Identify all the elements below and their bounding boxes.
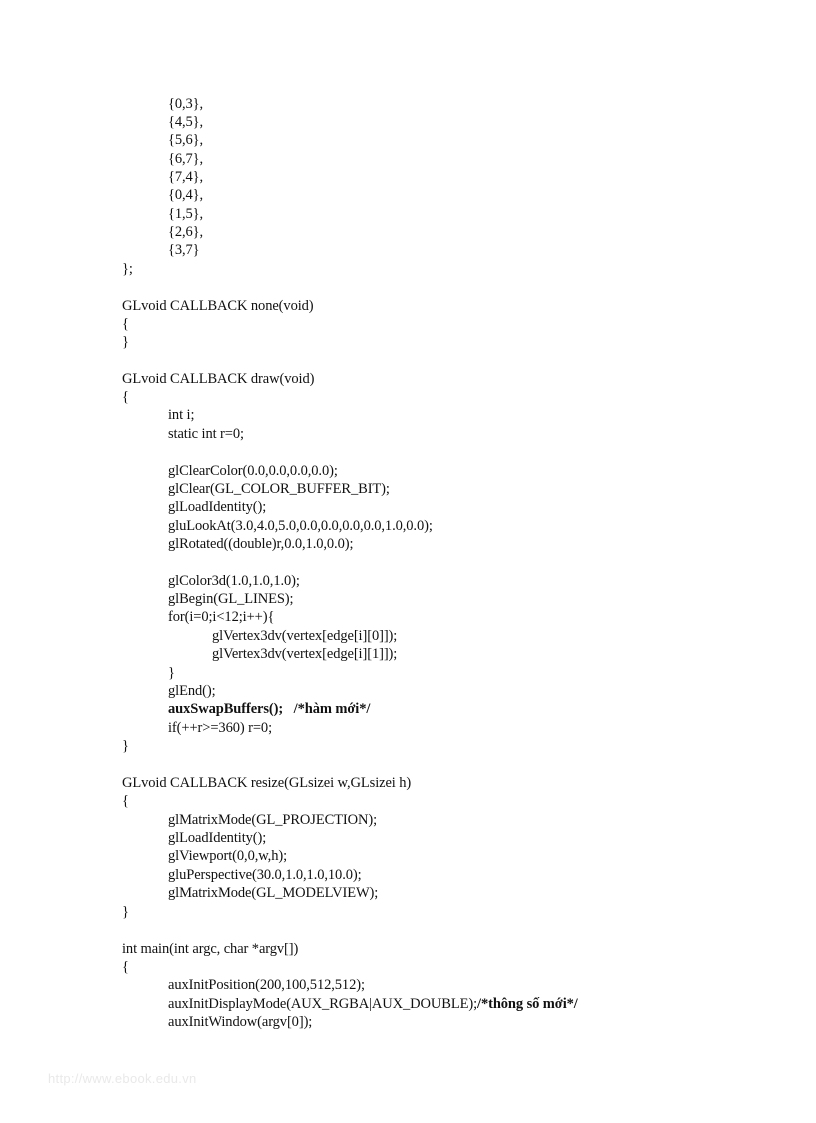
draw-swap-buffers: auxSwapBuffers(); /*hàm mới*/: [168, 701, 371, 717]
watermark-url: http://www.ebook.edu.vn: [48, 1071, 197, 1086]
draw-color: glColor3d(1.0,1.0,1.0);: [168, 573, 300, 589]
draw-func-open: {: [122, 389, 129, 405]
draw-look-at: gluLookAt(3.0,4.0,5.0,0.0,0.0,0.0,0.0,1.0,0.0);: [168, 518, 433, 534]
draw-rotated: glRotated((double)r,0.0,1.0,0.0);: [168, 536, 354, 552]
draw-decl-i: int i;: [168, 407, 195, 423]
resize-func-signature: GLvoid CALLBACK resize(GLsizei w,GLsizei h): [122, 775, 412, 791]
edge-entry: {5,6},: [168, 132, 204, 148]
main-func-open: {: [122, 959, 129, 975]
edge-entry: {0,3},: [168, 96, 204, 112]
draw-func-close: }: [122, 738, 129, 754]
init-display-mode-comment: /*thông số mới*/: [477, 996, 578, 1012]
resize-load-identity: glLoadIdentity();: [168, 830, 267, 846]
edge-entry: {7,4},: [168, 169, 204, 185]
draw-for-close: }: [168, 665, 175, 681]
main-init-display-mode: [168, 995, 578, 1013]
draw-end: glEnd();: [168, 683, 216, 699]
resize-matrix-modelview: glMatrixMode(GL_MODELVIEW);: [168, 885, 379, 901]
draw-func-signature: GLvoid CALLBACK draw(void): [122, 371, 315, 387]
draw-clear: glClear(GL_COLOR_BUFFER_BIT);: [168, 481, 390, 497]
none-func-open: {: [122, 316, 129, 332]
edge-entry: {0,4},: [168, 187, 204, 203]
init-display-mode-call: auxInitDisplayMode(AUX_RGBA|AUX_DOUBLE);: [168, 996, 478, 1012]
edge-entry: {1,5},: [168, 206, 204, 222]
edge-entry: {3,7}: [168, 242, 200, 258]
main-init-position: auxInitPosition(200,100,512,512);: [168, 977, 365, 993]
none-func-signature: GLvoid CALLBACK none(void): [122, 298, 314, 314]
edge-array-close: };: [122, 261, 133, 277]
main-func-signature: int main(int argc, char *argv[]): [122, 941, 299, 957]
resize-perspective: gluPerspective(30.0,1.0,1.0,10.0);: [168, 867, 362, 883]
draw-increment: if(++r>=360) r=0;: [168, 720, 273, 736]
draw-vertex-1: glVertex3dv(vertex[edge[i][1]]);: [212, 646, 398, 662]
draw-vertex-0: glVertex3dv(vertex[edge[i][0]]);: [212, 628, 398, 644]
edge-entry: {6,7},: [168, 151, 204, 167]
draw-load-identity: glLoadIdentity();: [168, 499, 267, 515]
resize-matrix-projection: glMatrixMode(GL_PROJECTION);: [168, 812, 378, 828]
resize-func-close: }: [122, 904, 129, 920]
draw-for-loop: for(i=0;i<12;i++){: [168, 609, 275, 625]
draw-clear-color: glClearColor(0.0,0.0,0.0,0.0);: [168, 463, 338, 479]
edge-entry: {4,5},: [168, 114, 204, 130]
resize-viewport: glViewport(0,0,w,h);: [168, 848, 288, 864]
draw-begin: glBegin(GL_LINES);: [168, 591, 294, 607]
main-init-window: auxInitWindow(argv[0]);: [168, 1014, 313, 1030]
resize-func-open: {: [122, 793, 129, 809]
draw-decl-r: static int r=0;: [168, 426, 244, 442]
edge-entry: {2,6},: [168, 224, 204, 240]
none-func-close: }: [122, 334, 129, 350]
